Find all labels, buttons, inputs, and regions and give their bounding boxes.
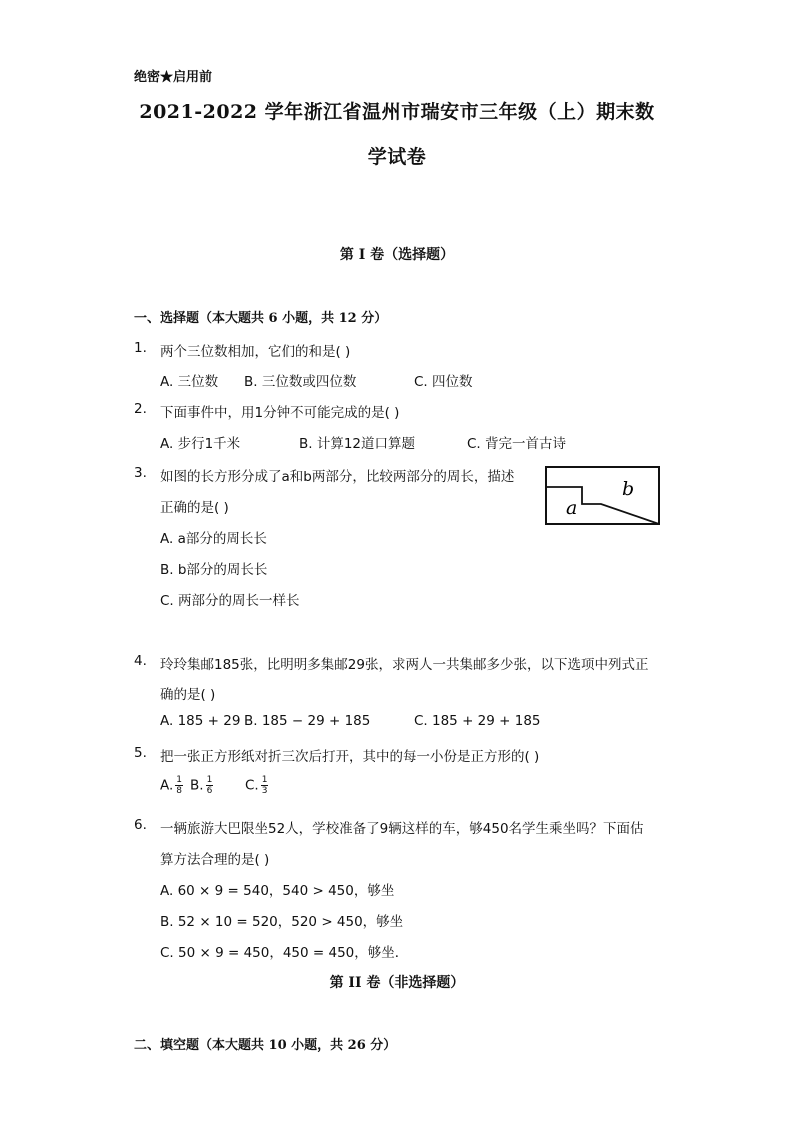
section2-title: 二、填空题（本大题共 10 小题，共 26 分） <box>134 1038 397 1053</box>
numerator: 1 <box>261 775 268 785</box>
option-a: A. 三位数 <box>160 374 219 390</box>
question-text: 把一张正方形纸对折三次后打开，其中的每一小份是正方形的( ) <box>160 749 540 765</box>
option-c: C. 185 + 29 + 185 <box>414 713 541 729</box>
question-number: 2. <box>134 401 147 417</box>
option-c: C. 两部分的周长一样长 <box>160 593 300 609</box>
fraction <box>175 775 183 796</box>
question-number: 5. <box>134 745 147 761</box>
question-text-cont: 确的是( ) <box>160 687 216 703</box>
question-text: 如图的长方形分成了a和b两部分，比较两部分的周长，描述 <box>160 469 515 485</box>
exam-title-line2: 学试卷 <box>367 146 427 168</box>
option-a <box>160 775 185 796</box>
option-b: B. 三位数或四位数 <box>244 374 357 390</box>
question-number: 6. <box>134 817 147 833</box>
question-number: 1. <box>134 340 147 356</box>
question-text: 玲玲集邮185张，比明明多集邮29张，求两人一共集邮多少张，以下选项中列式正 <box>160 657 649 673</box>
option-b: B. 185 − 29 + 185 <box>244 713 371 729</box>
part2-title: 第 II 卷（非选择题） <box>329 975 465 991</box>
question-number: 3. <box>134 465 147 481</box>
denominator: 3 <box>261 786 268 796</box>
option-c: C. 50 × 9 = 450，450 = 450，够坐． <box>160 945 409 961</box>
question-number: 4. <box>134 653 147 669</box>
exam-title-line1: 2021-2022 学年浙江省温州市瑞安市三年级（上）期末数 <box>139 101 655 123</box>
confidential-label: 绝密★启用前 <box>134 70 213 85</box>
option-c <box>245 775 270 796</box>
denominator: 8 <box>176 786 183 796</box>
rectangle-figure <box>544 465 662 527</box>
denominator: 6 <box>206 786 213 796</box>
option-a: A. 步行1千米 <box>160 436 241 452</box>
option-c: C. 背完一首古诗 <box>467 436 567 452</box>
numerator: 1 <box>176 775 183 785</box>
numerator: 1 <box>206 775 213 785</box>
option-label: A. <box>160 777 174 794</box>
question-text: 两个三位数相加，它们的和是( ) <box>160 344 351 360</box>
option-c: C. 四位数 <box>414 374 473 390</box>
option-label: C. <box>245 777 259 794</box>
section1-title: 一、选择题（本大题共 6 小题，共 12 分） <box>134 311 388 326</box>
option-b: B. 计算12道口算题 <box>299 436 416 452</box>
option-b: B. b部分的周长长 <box>160 562 268 578</box>
question-text: 下面事件中，用1分钟不可能完成的是( ) <box>160 405 400 421</box>
question-text-cont: 正确的是( ) <box>160 500 229 516</box>
option-a: A. 185 + 29 <box>160 713 241 729</box>
fraction <box>206 775 214 796</box>
option-label: B. <box>190 777 204 794</box>
option-b: B. 52 × 10 = 520，520 > 450，够坐 <box>160 914 404 930</box>
part1-title: 第 I 卷（选择题） <box>339 247 455 263</box>
fraction <box>261 775 269 796</box>
label-b: b <box>622 478 635 500</box>
option-b <box>190 775 215 796</box>
option-a: A. 60 × 9 = 540，540 > 450，够坐 <box>160 883 395 899</box>
option-a: A. a部分的周长长 <box>160 531 267 547</box>
label-a: a <box>566 497 578 519</box>
question-text-cont: 算方法合理的是( ) <box>160 852 270 868</box>
question-text: 一辆旅游大巴限坐52人，学校准备了9辆这样的车，够450名学生乘坐吗？下面估 <box>160 821 644 837</box>
